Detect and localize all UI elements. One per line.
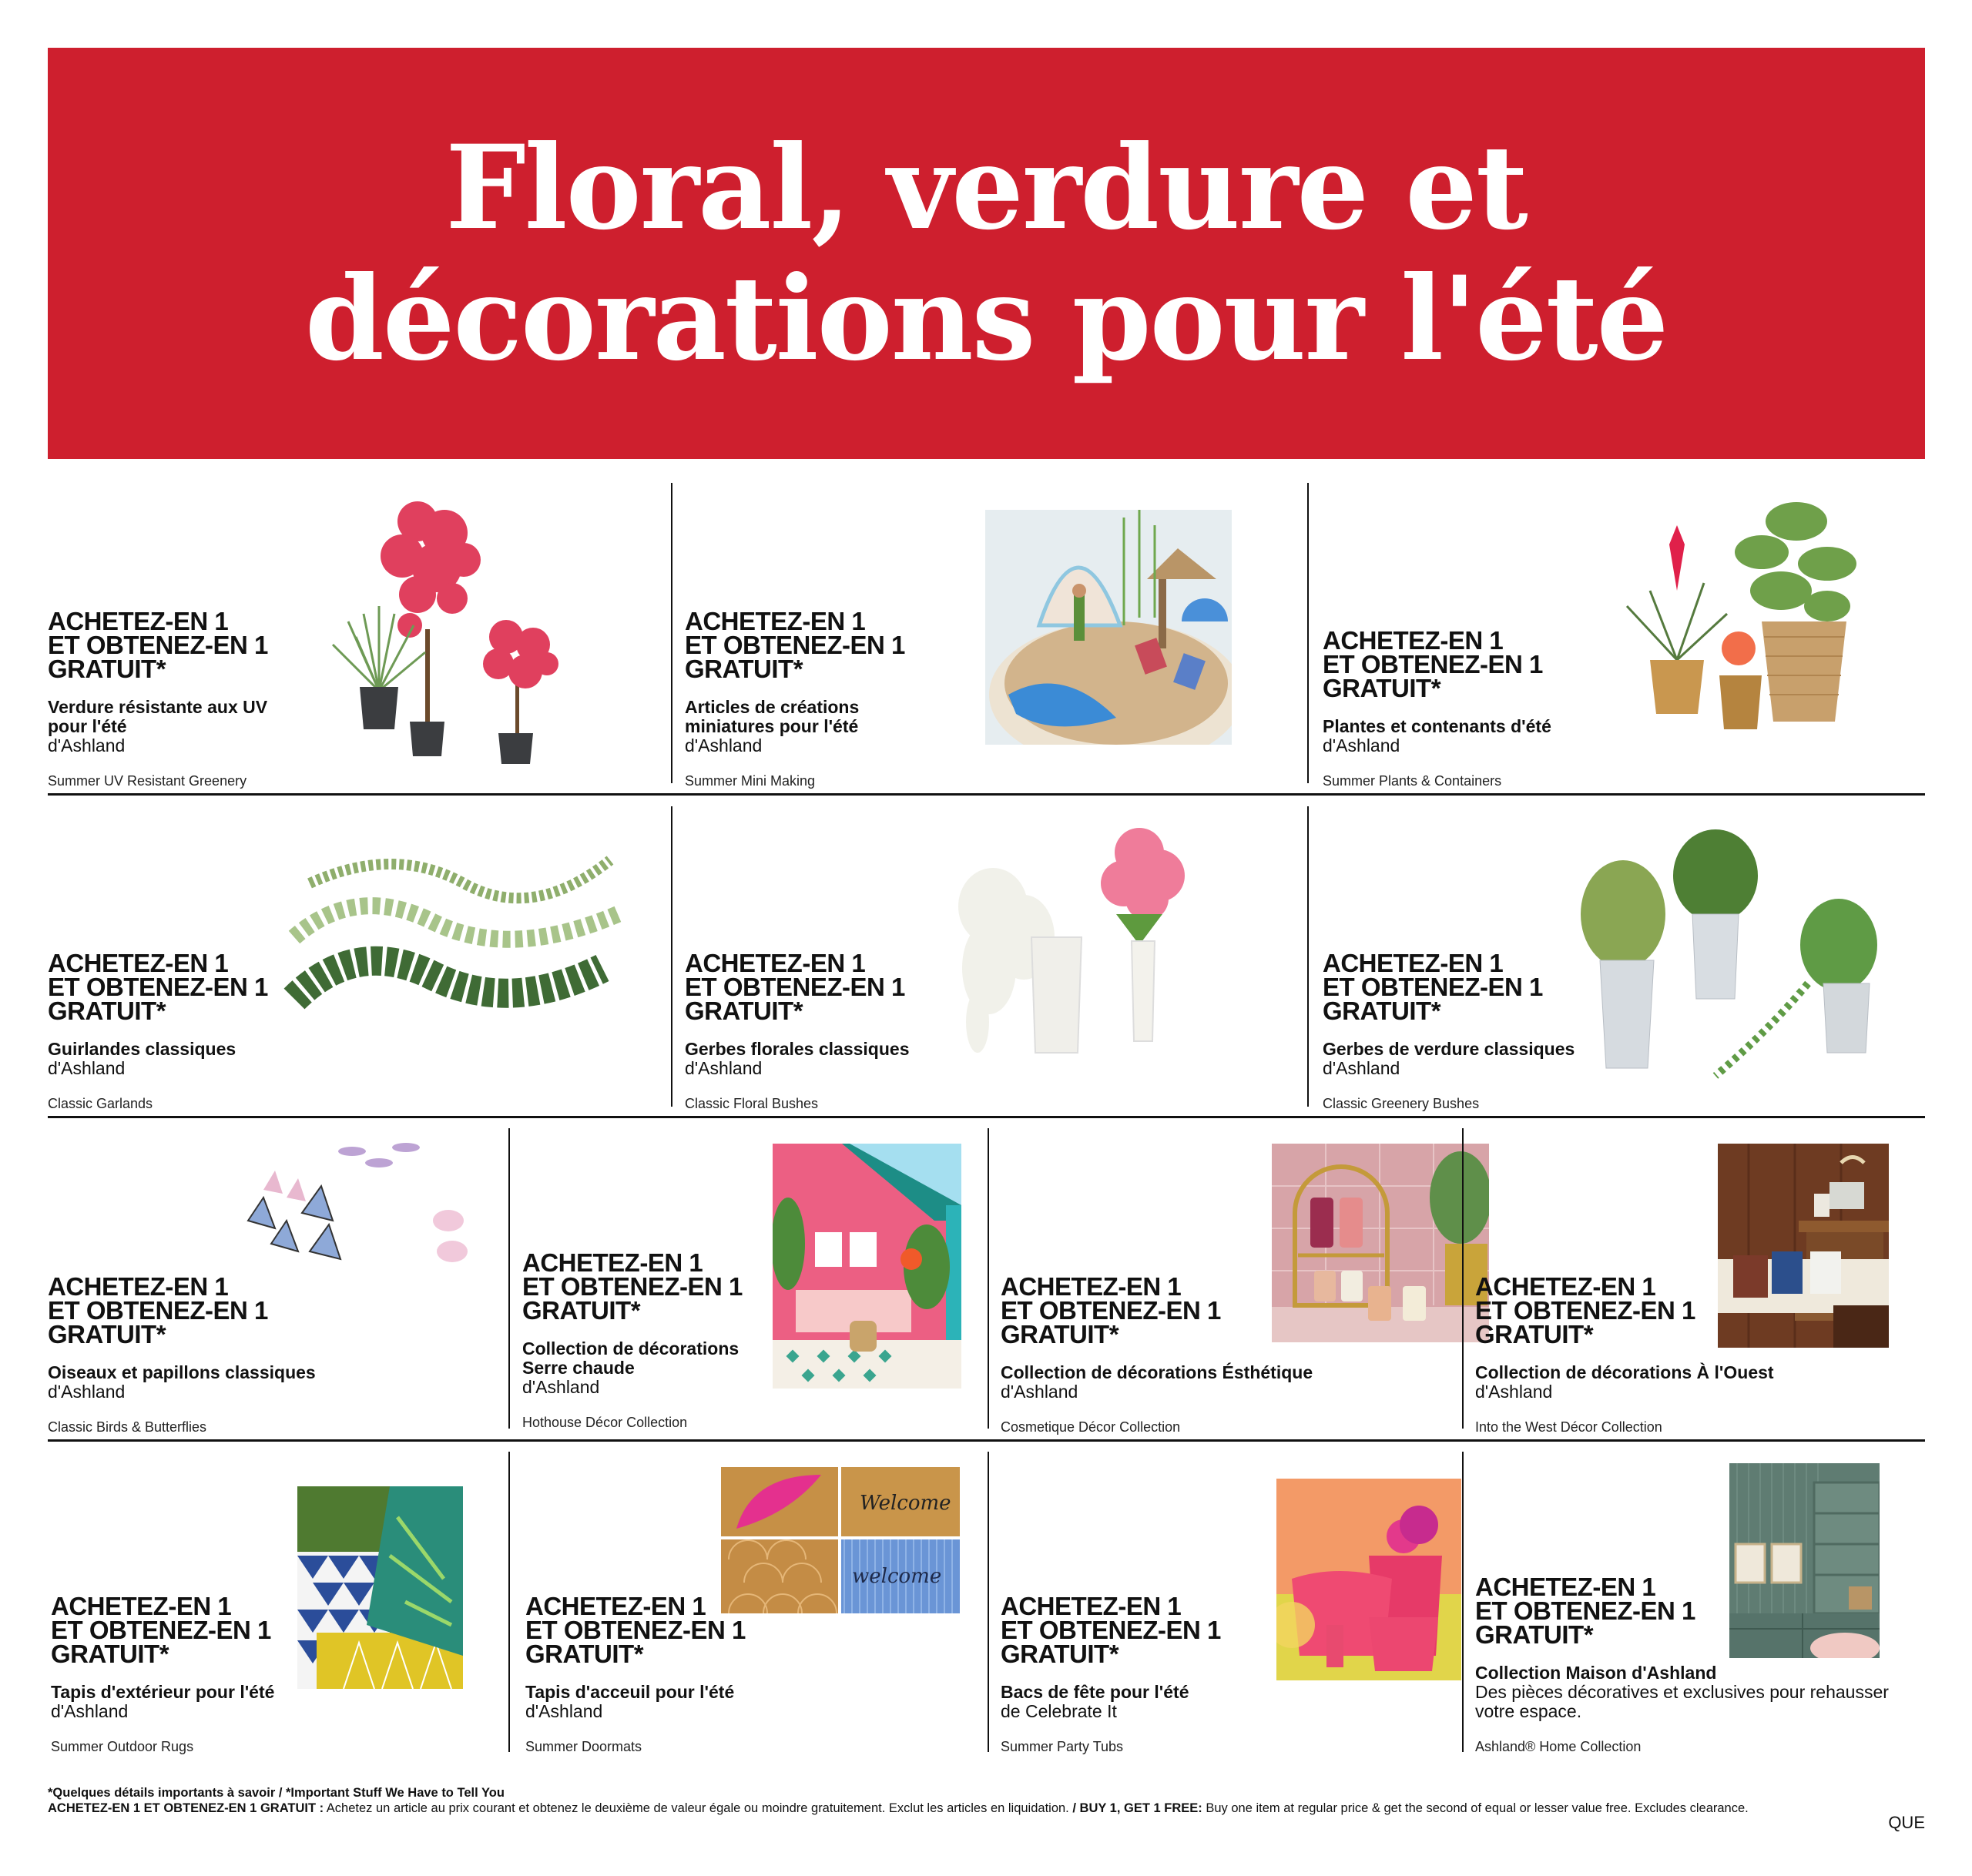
column-divider — [508, 1128, 510, 1429]
product-name: Articles de créations miniatures pour l'été — [685, 697, 860, 736]
footer-terms — [48, 1801, 1866, 1816]
promo-label: ACHETEZ-EN 1 ET OBTENEZ-EN 1 GRATUIT* — [525, 1592, 746, 1668]
product-card-birds-butterflies[interactable] — [48, 1128, 508, 1440]
product-brand: d'Ashland — [685, 1058, 763, 1078]
product-name: Bacs de fête pour l'été — [1001, 1682, 1189, 1702]
product-english-name: Classic Garlands — [48, 1096, 153, 1111]
product-card-party-tubs[interactable] — [1001, 1452, 1463, 1760]
column-divider — [508, 1452, 510, 1752]
product-english-name: Hothouse Décor Collection — [522, 1415, 688, 1430]
product-text — [1475, 1272, 1774, 1435]
product-image — [279, 845, 625, 1022]
product-name: Plantes et contenants d'été — [1323, 716, 1551, 736]
product-text — [685, 609, 905, 789]
product-brand: de Celebrate It — [1001, 1701, 1117, 1721]
product-image — [947, 822, 1224, 1084]
footer-en-text: Buy one item at regular price & get the second of equal or lesser value free. Excludes clearance. — [1202, 1801, 1749, 1815]
promo-label: ACHETEZ-EN 1 ET OBTENEZ-EN 1 GRATUIT* — [685, 607, 905, 683]
product-row-1 — [48, 483, 1925, 794]
product-english-name: Summer Doormats — [525, 1739, 642, 1754]
promo-label: ACHETEZ-EN 1 ET OBTENEZ-EN 1 GRATUIT* — [1323, 626, 1543, 702]
product-card-plants-containers[interactable] — [1323, 483, 1925, 794]
row-divider — [48, 1439, 1925, 1442]
footer-en-label: / BUY 1, GET 1 FREE: — [1072, 1801, 1202, 1815]
column-divider — [1307, 806, 1309, 1107]
footer-fr-label: ACHETEZ-EN 1 ET OBTENEZ-EN 1 GRATUIT : — [48, 1801, 324, 1815]
product-row-3 — [48, 1128, 1925, 1440]
product-brand: d'Ashland — [48, 1058, 126, 1078]
product-name: Gerbes florales classiques — [685, 1039, 910, 1059]
product-english-name: Classic Birds & Butterflies — [48, 1419, 207, 1435]
product-name: Collection de décorations À l'Ouest — [1475, 1362, 1774, 1382]
footer-heading: *Quelques détails importants à savoir / *Important Stuff We Have to Tell You — [48, 1786, 505, 1800]
column-divider — [671, 483, 672, 783]
product-text — [1001, 1272, 1313, 1435]
promo-label: ACHETEZ-EN 1 ET OBTENEZ-EN 1 GRATUIT* — [685, 949, 905, 1025]
product-text — [1001, 1594, 1221, 1755]
legal-footer — [48, 1785, 1866, 1816]
footer-fr-text: Achetez un article au prix courant et obtenez le deuxième de valeur égale ou moindre gratuitement. Exclut les articles en liquidation. — [324, 1801, 1073, 1815]
product-image — [225, 1136, 487, 1290]
row-divider — [48, 1116, 1925, 1118]
product-english-name: Into the West Décor Collection — [1475, 1419, 1662, 1435]
product-brand: d'Ashland — [48, 735, 126, 755]
product-brand: d'Ashland — [1001, 1382, 1078, 1402]
promo-label: ACHETEZ-EN 1 ET OBTENEZ-EN 1 GRATUIT* — [1475, 1573, 1695, 1649]
product-english-name: Summer Mini Making — [685, 773, 816, 789]
promo-label: ACHETEZ-EN 1 ET OBTENEZ-EN 1 GRATUIT* — [1323, 949, 1543, 1025]
product-card-outdoor-rugs[interactable] — [51, 1452, 508, 1760]
product-brand: d'Ashland — [48, 1382, 126, 1402]
product-image — [1577, 829, 1885, 1084]
product-card-doormats[interactable] — [525, 1452, 988, 1760]
column-divider — [671, 806, 672, 1107]
product-english-name: Summer Outdoor Rugs — [51, 1739, 194, 1754]
product-name: Tapis d'acceuil pour l'été — [525, 1682, 735, 1702]
column-divider — [988, 1128, 989, 1429]
product-brand: d'Ashland — [1323, 735, 1400, 755]
promo-label: ACHETEZ-EN 1 ET OBTENEZ-EN 1 GRATUIT* — [1001, 1272, 1221, 1348]
row-divider — [48, 793, 1925, 796]
product-row-2 — [48, 806, 1925, 1117]
product-row-4 — [48, 1452, 1925, 1760]
column-divider — [988, 1452, 989, 1752]
product-text — [685, 951, 910, 1112]
product-card-greenery-bushes[interactable] — [1323, 806, 1925, 1117]
product-english-name: Ashland® Home Collection — [1475, 1739, 1642, 1754]
product-card-uv-greenery[interactable] — [48, 483, 671, 794]
header-banner — [48, 48, 1925, 459]
product-text — [1323, 951, 1575, 1112]
product-card-mini-making[interactable] — [685, 483, 1307, 794]
product-text — [48, 951, 268, 1112]
product-english-name: Summer Plants & Containers — [1323, 773, 1502, 789]
svg-text:welcome: welcome — [852, 1565, 942, 1588]
product-name: Verdure résistante aux UV pour l'été — [48, 697, 268, 736]
promo-label: ACHETEZ-EN 1 ET OBTENEZ-EN 1 GRATUIT* — [1001, 1592, 1221, 1668]
svg-text:Welcome: Welcome — [860, 1492, 951, 1515]
product-text — [525, 1594, 746, 1755]
banner-title-line-2: décorations pour l'été — [305, 251, 1668, 387]
product-brand: d'Ashland — [685, 735, 763, 755]
product-text — [48, 609, 279, 789]
banner-title-line-1: Floral, verdure et — [445, 120, 1528, 256]
promo-label: ACHETEZ-EN 1 ET OBTENEZ-EN 1 GRATUIT* — [522, 1248, 743, 1325]
product-brand: d'Ashland — [522, 1377, 600, 1397]
product-card-into-the-west[interactable] — [1475, 1128, 1925, 1440]
column-divider — [1462, 1128, 1464, 1429]
column-divider — [1307, 483, 1309, 783]
product-brand: d'Ashland — [1475, 1382, 1553, 1402]
product-english-name: Classic Greenery Bushes — [1323, 1096, 1480, 1111]
promo-label: ACHETEZ-EN 1 ET OBTENEZ-EN 1 GRATUIT* — [51, 1592, 271, 1668]
product-image — [773, 1144, 961, 1389]
product-image — [302, 491, 641, 768]
product-text — [48, 1272, 316, 1435]
product-name: Guirlandes classiques — [48, 1039, 236, 1059]
product-card-ashland-home[interactable] — [1475, 1452, 1925, 1760]
product-name: Collection de décorations Serre chaude — [522, 1338, 740, 1378]
product-name: Collection Maison d'Ashland — [1475, 1663, 1717, 1683]
product-card-floral-bushes[interactable] — [685, 806, 1307, 1117]
product-brand: d'Ashland — [525, 1701, 603, 1721]
product-english-name: Classic Floral Bushes — [685, 1096, 819, 1111]
product-image — [721, 1467, 960, 1613]
product-image — [297, 1486, 463, 1689]
product-name: Oiseaux et papillons classiques — [48, 1362, 316, 1382]
product-text — [1323, 628, 1551, 789]
product-english-name: Cosmetique Décor Collection — [1001, 1419, 1181, 1435]
product-image — [1276, 1479, 1461, 1680]
product-text — [1475, 1575, 1907, 1755]
product-name: Gerbes de verdure classiques — [1323, 1039, 1575, 1059]
product-text — [522, 1248, 753, 1431]
product-card-hothouse[interactable] — [522, 1128, 988, 1440]
product-image — [1596, 491, 1889, 737]
product-description: Des pièces décoratives et exclusives pour rehausser votre espace. — [1475, 1682, 1889, 1721]
product-image — [985, 510, 1232, 745]
product-name: Tapis d'extérieur pour l'été — [51, 1682, 275, 1702]
region-code: QUE — [1888, 1813, 1925, 1832]
product-brand: d'Ashland — [1323, 1058, 1400, 1078]
promo-label: ACHETEZ-EN 1 ET OBTENEZ-EN 1 GRATUIT* — [48, 949, 268, 1025]
promo-label: ACHETEZ-EN 1 ET OBTENEZ-EN 1 GRATUIT* — [48, 607, 268, 683]
product-english-name: Summer UV Resistant Greenery — [48, 773, 247, 789]
column-divider — [1462, 1452, 1464, 1752]
product-brand: d'Ashland — [51, 1701, 129, 1721]
promo-label: ACHETEZ-EN 1 ET OBTENEZ-EN 1 GRATUIT* — [48, 1272, 268, 1348]
promo-label: ACHETEZ-EN 1 ET OBTENEZ-EN 1 GRATUIT* — [1475, 1272, 1695, 1348]
product-text — [51, 1594, 274, 1755]
product-english-name: Summer Party Tubs — [1001, 1739, 1124, 1754]
product-card-cosmetique[interactable] — [1001, 1128, 1463, 1440]
product-card-garlands[interactable] — [48, 806, 671, 1117]
product-name: Collection de décorations Ésthétique — [1001, 1362, 1313, 1382]
